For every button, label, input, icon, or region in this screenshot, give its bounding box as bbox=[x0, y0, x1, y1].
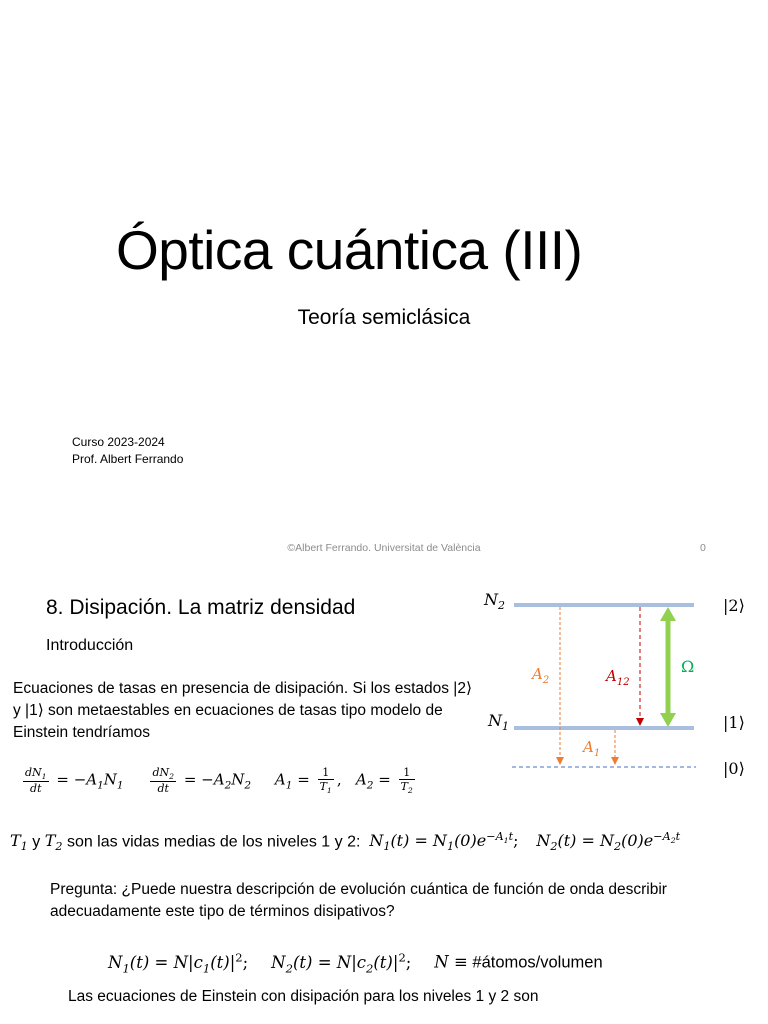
A2-fraction: $\frac{1}{T_2}$ bbox=[400, 766, 413, 796]
course-professor: Prof. Albert Ferrando bbox=[72, 452, 184, 466]
dN2dt-fraction: $\frac{dN_2}{dt}$ bbox=[152, 766, 175, 796]
A12-label: $A_{12}$ bbox=[606, 667, 630, 688]
section-title: Disipación. La matriz densidad bbox=[69, 596, 356, 619]
einstein-line: Las ecuaciones de Einstein con disipación para los niveles 1 y 2 son bbox=[68, 988, 539, 1005]
dN1dt-fraction: $\frac{dN_1}{dt}$ bbox=[25, 766, 47, 796]
slide-footer: ©Albert Ferrando. Universitat de València bbox=[287, 542, 481, 554]
course-info bbox=[72, 434, 183, 468]
ket-2-label: |2⟩ bbox=[723, 596, 745, 615]
population-equations: $N_1(t) = N|c_1(t)|^2$; $N_2(t) = N|c_2(t)|^2$; N ≡ #átomos/volumen bbox=[108, 950, 603, 975]
atoms-per-volume: #átomos/volumen bbox=[472, 953, 603, 972]
rate-equations: $\frac{dN_1}{dt}$ = $-A_1N_1$ $\frac{dN_2}{dt}$ = $-A_2N_2$ $A_1$ = $\frac{1}{T_1}$ , $A_2$ = $\frac{1}{T_2}$ bbox=[25, 766, 413, 796]
course-year: Curso 2023-2024 bbox=[72, 435, 165, 449]
slide-title: Óptica cuántica (III) bbox=[116, 219, 583, 281]
section-heading bbox=[46, 596, 355, 620]
A1-label: $A_1$ bbox=[583, 738, 601, 759]
A2-label: $A_2$ bbox=[532, 665, 550, 686]
section-subheading: Introducción bbox=[46, 637, 134, 654]
energy-level-diagram bbox=[470, 585, 760, 785]
lifetimes-text: son las vidas medias de los niveles 1 y 2: bbox=[66, 833, 361, 851]
omega-double-arrow bbox=[660, 607, 676, 727]
slide-subtitle: Teoría semiclásica bbox=[297, 306, 471, 329]
page-number: 0 bbox=[700, 542, 706, 554]
N1-label: $N_1$ bbox=[488, 711, 509, 733]
intro-paragraph: Ecuaciones de tasas en presencia de disipación. Si los estados |2⟩ y |1⟩ son metaestables en ecuaciones de tasas tipo modelo de Einstein tendríamos bbox=[13, 680, 472, 741]
N2-label: $N_2$ bbox=[484, 590, 505, 612]
section-number: 8. bbox=[46, 596, 64, 619]
lifetimes-line: $T_1$ y $T_2$ son las vidas medias de los niveles 1 y 2: $N_1(t) = N_1(0)e^{-A_1t}$; $N_2(t) = N_2(0)e^{-A_2t}$ bbox=[10, 830, 681, 854]
ket-0-label: |0⟩ bbox=[723, 759, 745, 778]
omega-label: Ω bbox=[681, 657, 695, 676]
question-paragraph: Pregunta: ¿Puede nuestra descripción de evolución cuántica de función de onda describir adecuadamente este tipo de términos disipativos? bbox=[50, 881, 667, 920]
ket-1-label: |1⟩ bbox=[723, 713, 745, 732]
A1-fraction: $\frac{1}{T_1}$ bbox=[319, 766, 332, 796]
